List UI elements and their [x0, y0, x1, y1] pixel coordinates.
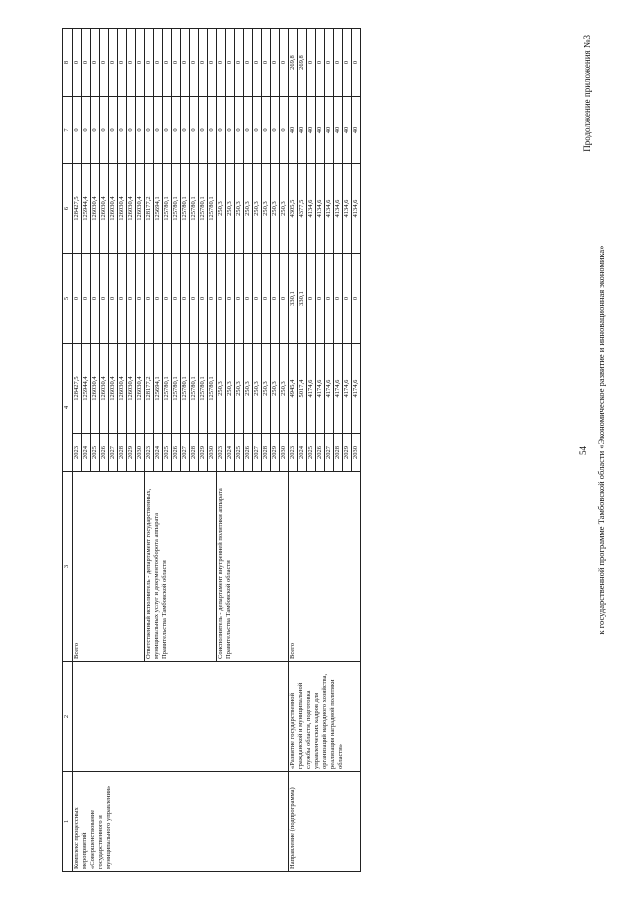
- value-cell: 40: [343, 97, 352, 164]
- year-cell: 2028: [334, 434, 343, 472]
- value-cell: 4134,6: [325, 164, 334, 254]
- value-cell: 0: [91, 97, 100, 164]
- value-cell: 0: [262, 254, 271, 344]
- year-cell: 2026: [244, 434, 253, 472]
- value-cell: 0: [118, 97, 127, 164]
- value-cell: 0: [208, 29, 217, 97]
- block2-name-cell: Направление (подпрограмма): [289, 772, 361, 872]
- value-cell: 0: [190, 97, 199, 164]
- value-cell: 40: [316, 97, 325, 164]
- value-cell: 0: [154, 254, 163, 344]
- value-cell: 330,1: [289, 254, 298, 344]
- page-number: 54: [578, 446, 588, 455]
- value-cell: 0: [199, 97, 208, 164]
- value-cell: 4134,6: [352, 164, 361, 254]
- value-cell: 125780,1: [172, 344, 181, 434]
- value-cell: 125780,1: [208, 164, 217, 254]
- value-cell: 125780,1: [208, 344, 217, 434]
- value-cell: 0: [199, 29, 208, 97]
- col-header-7: 7: [63, 97, 73, 164]
- year-cell: 2030: [136, 434, 145, 472]
- funding-table: [62, 28, 361, 872]
- value-cell: 0: [82, 254, 91, 344]
- block1-name-cell: Комплекс процессных мероприятий «Совершенствование государственного и муниципального управления»: [73, 772, 289, 872]
- value-cell: 0: [127, 29, 136, 97]
- value-cell: 126030,4: [136, 164, 145, 254]
- value-cell: 0: [271, 97, 280, 164]
- value-cell: 0: [172, 254, 181, 344]
- year-cell: 2029: [343, 434, 352, 472]
- value-cell: 0: [190, 254, 199, 344]
- value-cell: 0: [163, 29, 172, 97]
- value-cell: 125780,1: [199, 164, 208, 254]
- value-cell: 0: [109, 29, 118, 97]
- value-cell: 0: [253, 97, 262, 164]
- year-cell: 2025: [235, 434, 244, 472]
- year-cell: 2029: [199, 434, 208, 472]
- year-cell: 2029: [127, 434, 136, 472]
- value-cell: 0: [73, 254, 82, 344]
- col-header-8: 8: [63, 29, 73, 97]
- year-cell: 2028: [262, 434, 271, 472]
- col-header-5: 5: [63, 254, 73, 344]
- value-cell: 125944,4: [82, 344, 91, 434]
- value-cell: 330,1: [298, 254, 307, 344]
- group-label-cell: Всего: [289, 472, 361, 662]
- year-cell: 2025: [163, 434, 172, 472]
- year-cell: 2023: [73, 434, 82, 472]
- value-cell: 4174,6: [334, 344, 343, 434]
- value-cell: 0: [352, 254, 361, 344]
- value-cell: 250,3: [280, 164, 289, 254]
- value-cell: 0: [172, 29, 181, 97]
- value-cell: 126030,4: [100, 164, 109, 254]
- value-cell: 0: [334, 254, 343, 344]
- value-cell: 0: [181, 97, 190, 164]
- value-cell: 0: [145, 29, 154, 97]
- year-cell: 2030: [352, 434, 361, 472]
- year-cell: 2023: [289, 434, 298, 472]
- value-cell: 0: [226, 29, 235, 97]
- value-cell: 0: [136, 29, 145, 97]
- value-cell: 126030,4: [118, 344, 127, 434]
- value-cell: 0: [118, 29, 127, 97]
- value-cell: 0: [244, 97, 253, 164]
- value-cell: 0: [136, 97, 145, 164]
- group-label-cell: Всего: [73, 472, 145, 662]
- value-cell: 250,3: [253, 344, 262, 434]
- value-cell: 40: [325, 97, 334, 164]
- year-cell: 2027: [325, 434, 334, 472]
- value-cell: 4134,6: [316, 164, 325, 254]
- value-cell: 125694,1: [154, 164, 163, 254]
- value-cell: 0: [271, 29, 280, 97]
- value-cell: 0: [73, 97, 82, 164]
- value-cell: 0: [208, 97, 217, 164]
- value-cell: 0: [154, 97, 163, 164]
- value-cell: 4377,5: [298, 164, 307, 254]
- value-cell: 250,3: [235, 164, 244, 254]
- value-cell: 4174,6: [352, 344, 361, 434]
- year-cell: 2028: [190, 434, 199, 472]
- year-cell: 2025: [91, 434, 100, 472]
- value-cell: 126030,4: [127, 344, 136, 434]
- value-cell: 250,3: [271, 164, 280, 254]
- value-cell: 0: [280, 97, 289, 164]
- value-cell: 250,3: [226, 344, 235, 434]
- year-cell: 2027: [109, 434, 118, 472]
- value-cell: 128427,5: [73, 164, 82, 254]
- value-cell: 40: [289, 97, 298, 164]
- value-cell: 125780,1: [172, 164, 181, 254]
- appendix-header: Продолжение приложения №3: [582, 35, 592, 152]
- value-cell: 250,3: [217, 164, 226, 254]
- value-cell: 125944,4: [82, 164, 91, 254]
- value-cell: 126030,4: [136, 344, 145, 434]
- value-cell: 125780,1: [190, 164, 199, 254]
- year-cell: 2024: [298, 434, 307, 472]
- year-cell: 2030: [280, 434, 289, 472]
- value-cell: 250,3: [280, 344, 289, 434]
- col-header-6: 6: [63, 164, 73, 254]
- value-cell: 0: [127, 254, 136, 344]
- value-cell: 0: [217, 97, 226, 164]
- year-cell: 2029: [271, 434, 280, 472]
- value-cell: 0: [91, 254, 100, 344]
- value-cell: 250,3: [226, 164, 235, 254]
- value-cell: 4174,6: [316, 344, 325, 434]
- value-cell: 0: [235, 29, 244, 97]
- group-label-cell: Ответственный исполнитель - департамент государственных, муниципальных услуг и документооборота аппарата Правительства Тамбовской области: [145, 472, 217, 662]
- value-cell: 4134,6: [334, 164, 343, 254]
- value-cell: 0: [334, 29, 343, 97]
- group-label-cell: Соисполнитель - департамент внутренней политики аппарата Правительства Тамбовской области: [217, 472, 289, 662]
- value-cell: 40: [307, 97, 316, 164]
- value-cell: 126030,4: [91, 164, 100, 254]
- value-cell: 0: [280, 29, 289, 97]
- value-cell: 0: [226, 97, 235, 164]
- value-cell: 0: [235, 97, 244, 164]
- table-header-row: [63, 29, 73, 872]
- value-cell: 0: [235, 254, 244, 344]
- value-cell: 0: [244, 254, 253, 344]
- value-cell: 250,3: [217, 344, 226, 434]
- block1-desc-cell: [73, 662, 289, 772]
- value-cell: 250,3: [253, 164, 262, 254]
- value-cell: 0: [208, 254, 217, 344]
- year-cell: 2028: [118, 434, 127, 472]
- value-cell: 0: [217, 254, 226, 344]
- value-cell: 126030,4: [91, 344, 100, 434]
- value-cell: 0: [109, 254, 118, 344]
- year-cell: 2024: [82, 434, 91, 472]
- value-cell: 250,3: [262, 344, 271, 434]
- value-cell: 4305,5: [289, 164, 298, 254]
- year-cell: 2023: [217, 434, 226, 472]
- value-cell: 0: [262, 29, 271, 97]
- value-cell: 128427,5: [73, 344, 82, 434]
- value-cell: 0: [316, 29, 325, 97]
- value-cell: 0: [343, 29, 352, 97]
- value-cell: 0: [190, 29, 199, 97]
- value-cell: 0: [100, 29, 109, 97]
- value-cell: 4134,6: [307, 164, 316, 254]
- col-header-3: 3: [63, 472, 73, 662]
- value-cell: 0: [307, 29, 316, 97]
- value-cell: 0: [325, 254, 334, 344]
- col-header-1: 1: [63, 772, 73, 872]
- value-cell: 250,3: [244, 164, 253, 254]
- value-cell: 250,3: [262, 164, 271, 254]
- year-cell: 2026: [100, 434, 109, 472]
- value-cell: 125780,1: [190, 344, 199, 434]
- value-cell: 250,3: [235, 344, 244, 434]
- year-cell: 2027: [253, 434, 262, 472]
- value-cell: 4945,4: [289, 344, 298, 434]
- value-cell: 0: [163, 254, 172, 344]
- value-cell: 0: [154, 29, 163, 97]
- year-cell: 2027: [181, 434, 190, 472]
- value-cell: 0: [109, 97, 118, 164]
- value-cell: 0: [217, 29, 226, 97]
- value-cell: 125780,1: [181, 164, 190, 254]
- year-cell: 2025: [307, 434, 316, 472]
- value-cell: 0: [73, 29, 82, 97]
- value-cell: 0: [82, 97, 91, 164]
- value-cell: 126030,4: [109, 164, 118, 254]
- value-cell: 4174,6: [325, 344, 334, 434]
- value-cell: 125780,1: [181, 344, 190, 434]
- value-cell: 0: [100, 97, 109, 164]
- value-cell: 0: [145, 97, 154, 164]
- value-cell: 269,8: [298, 29, 307, 97]
- value-cell: 0: [325, 29, 334, 97]
- value-cell: 0: [352, 29, 361, 97]
- block2-desc-cell: «Развитие государственной гражданской и муниципальной службы области, подготовка управленческих кадров для организаций народного хозяйства, реализация наградной политики области»: [289, 662, 361, 772]
- year-cell: 2024: [226, 434, 235, 472]
- value-cell: 5017,4: [298, 344, 307, 434]
- value-cell: 0: [253, 254, 262, 344]
- value-cell: 0: [136, 254, 145, 344]
- value-cell: 0: [226, 254, 235, 344]
- value-cell: 0: [91, 29, 100, 97]
- value-cell: 0: [244, 29, 253, 97]
- value-cell: 0: [82, 29, 91, 97]
- value-cell: 250,3: [271, 344, 280, 434]
- value-cell: 0: [343, 254, 352, 344]
- value-cell: 0: [127, 97, 136, 164]
- value-cell: 4174,6: [343, 344, 352, 434]
- value-cell: 0: [181, 29, 190, 97]
- value-cell: 250,3: [244, 344, 253, 434]
- year-cell: 2026: [316, 434, 325, 472]
- table-row: [289, 29, 298, 872]
- value-cell: 0: [163, 97, 172, 164]
- value-cell: 40: [352, 97, 361, 164]
- value-cell: 0: [271, 254, 280, 344]
- value-cell: 125780,1: [163, 164, 172, 254]
- year-cell: 2023: [145, 434, 154, 472]
- value-cell: 126030,4: [109, 344, 118, 434]
- year-cell: 2024: [154, 434, 163, 472]
- value-cell: 126030,4: [127, 164, 136, 254]
- value-cell: 269,8: [289, 29, 298, 97]
- value-cell: 4174,6: [307, 344, 316, 434]
- value-cell: 0: [172, 97, 181, 164]
- value-cell: 40: [298, 97, 307, 164]
- value-cell: 125780,1: [199, 344, 208, 434]
- value-cell: 0: [199, 254, 208, 344]
- value-cell: 0: [253, 29, 262, 97]
- value-cell: 4134,6: [343, 164, 352, 254]
- col-header-4: 4: [63, 344, 73, 472]
- value-cell: 126030,4: [118, 164, 127, 254]
- col-header-2: 2: [63, 662, 73, 772]
- value-cell: 0: [181, 254, 190, 344]
- rotated-content: [50, 25, 606, 880]
- value-cell: 126030,4: [100, 344, 109, 434]
- value-cell: 0: [316, 254, 325, 344]
- year-cell: 2026: [172, 434, 181, 472]
- value-cell: 0: [118, 254, 127, 344]
- program-title: к государственной программе Тамбовской области «Экономическое развитие и инновационная экономика»: [596, 245, 606, 635]
- value-cell: 128177,2: [145, 164, 154, 254]
- year-cell: 2030: [208, 434, 217, 472]
- table-row: [73, 29, 82, 872]
- value-cell: 0: [262, 97, 271, 164]
- value-cell: 0: [100, 254, 109, 344]
- value-cell: 125694,1: [154, 344, 163, 434]
- value-cell: 0: [280, 254, 289, 344]
- value-cell: 40: [334, 97, 343, 164]
- value-cell: 125780,1: [163, 344, 172, 434]
- value-cell: 0: [307, 254, 316, 344]
- value-cell: 0: [145, 254, 154, 344]
- value-cell: 128177,2: [145, 344, 154, 434]
